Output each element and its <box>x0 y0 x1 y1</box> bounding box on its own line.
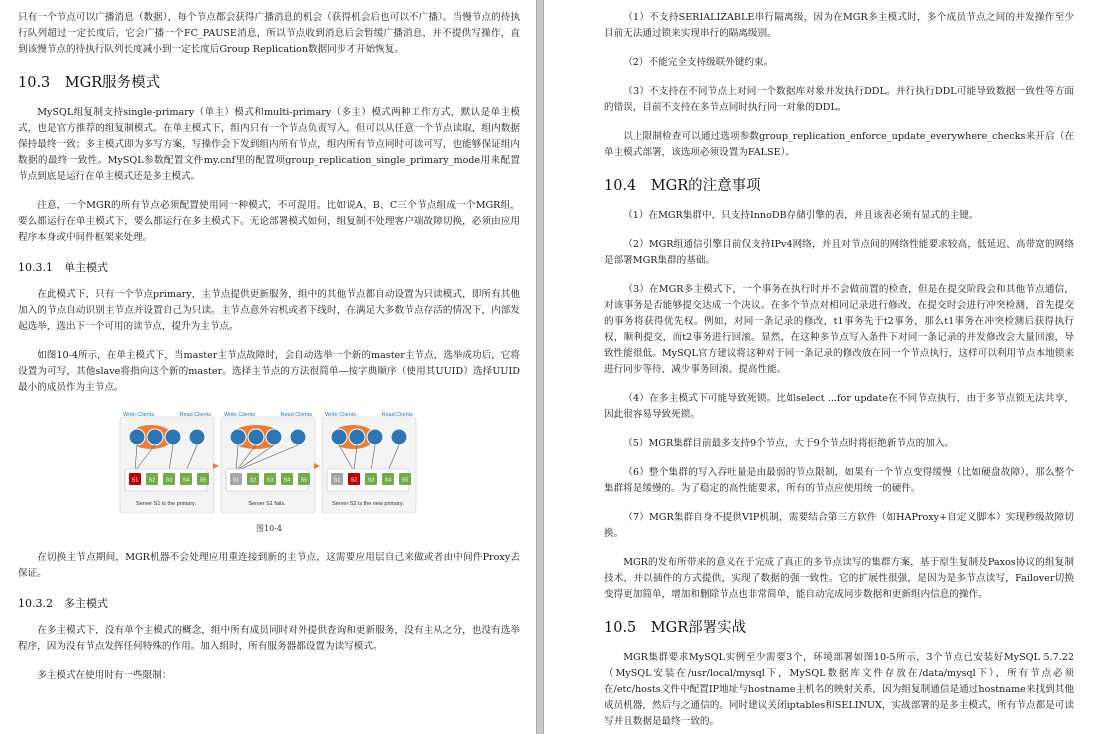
server-label: S5 <box>300 477 308 484</box>
server-label: S2 <box>350 477 358 484</box>
subsection-heading-10-3-2: 10.3.2 多主模式 <box>18 597 108 610</box>
stage-caption: Server S1 fails. <box>248 501 286 507</box>
client-node-icon <box>165 429 181 445</box>
right-page-content <box>604 10 1074 734</box>
left-page <box>0 0 536 734</box>
paragraph: MySQL组复制支持single-primary（单主）模式和multi-primary（多主）模式两种工作方式，默认是单主模式，也是官方推荐的组复制模式。在单主模式下，组内只有一个节点负责写入，但可以从任意一个节点读取，组内数据保持最终一致；多主模式即为多写方案，写操作会下发到组内所有节点，组内所有节点同时可读可写，也能够保证组内数据的最终一致性。MySQL参数配置文件my.cnf里的配置项group_replication_single_primary_mode用来配置节点到底是运行在单主模式还是多主模式。 <box>18 107 520 182</box>
paragraph: 多主模式在使用时有一些限制： <box>37 670 172 681</box>
server-label: S1 <box>232 477 240 484</box>
section-heading-10-3: 10.3 MGR服务模式 <box>18 75 161 91</box>
figure-10-4 <box>18 409 520 521</box>
section-heading-10-5: 10.5 MGR部署实战 <box>604 620 747 636</box>
write-clients-label: Write Clients <box>123 412 155 418</box>
client-node-icon <box>391 429 407 445</box>
paragraph: MGR的发布所带来的意义在于完成了真正的多节点读写的集群方案，基于原生复制及Paxos协议的组复制技术，并以插件的方式提供，实现了数据的强一致性。它的扩展性很强，是因为是多节点读写，Failover切换变得更加简单，增加和删除节点也非常简单，能自动完成同步数据和更新组内信息的操作。 <box>604 557 1074 600</box>
paragraph: 如图10-4所示，在单主模式下，当master主节点故障时，会自动选举一个新的master主节点，选举成功后，它将设置为可写，其他slave将指向这个新的master。选择主节点的方法很简单—按字典顺序（使用其UUID）选择UUID最小的成员作为主节点。 <box>18 350 520 393</box>
single-primary-failover-diagram <box>119 409 419 521</box>
server-label: S3 <box>165 477 173 484</box>
client-node-icon <box>331 429 347 445</box>
client-node-icon <box>230 429 246 445</box>
server-label: S2 <box>249 477 257 484</box>
section-heading-10-4: 10.4 MGR的注意事项 <box>604 178 761 194</box>
client-node-icon <box>129 429 145 445</box>
list-item: （2）不能完全支持级联外键约束。 <box>623 57 774 68</box>
server-label: S4 <box>182 477 190 484</box>
stage-arrow-icon <box>213 463 219 469</box>
server-label: S5 <box>199 477 207 484</box>
left-page-content <box>18 10 520 697</box>
stage-caption: Server S1 is the primary. <box>135 501 197 507</box>
server-label: S4 <box>283 477 291 484</box>
list-item: （3）不支持在不同节点上对同一个数据库对象并发执行DDL。并行执行DDL可能导致数据一致性等方面的错误，目前不支持在多节点同时执行同一对象的DDL。 <box>604 86 1074 113</box>
stage-arrow-icon <box>314 463 320 469</box>
list-item: （4）在多主模式下可能导致死锁。比如select ...for update在不同节点执行，由于多节点锁无法共享，因此很容易导致死锁。 <box>604 393 1074 420</box>
client-node-icon <box>248 429 264 445</box>
paragraph: 在多主模式下，没有单个主模式的概念，组中所有成员同时对外提供查询和更新服务，没有主从之分，也没有选举程序，因为没有节点发挥任何特殊的作用。加入组时，所有服务器都设置为读写模式。 <box>18 625 520 652</box>
server-label: S1 <box>131 477 139 484</box>
client-node-icon <box>147 429 163 445</box>
list-item: （2）MGR组通信引擎目前仅支持IPv4网络，并且对节点间的网络性能要求较高，低延迟、高带宽的网络是部署MGR集群的基础。 <box>604 239 1074 266</box>
paragraph: 注意，一个MGR的所有节点必须配置使用同一种模式，不可混用。比如说A、B、C三个节点组成一个MGR组，要么都运行在单主模式下，要么都运行在多主模式下。无论部署模式如何，组复制不处理客户端故障切换，必须由应用程序本身或中间件框架来处理。 <box>18 200 520 243</box>
list-item: （7）MGR集群自身不提供VIP机制，需要结合第三方软件（如HAProxy+自定义脚本）实现秒级故障切换。 <box>604 512 1074 539</box>
list-item: （1）在MGR集群中，只支持InnoDB存储引擎的表，并且该表必须有显式的主键。 <box>623 210 979 221</box>
server-label: S1 <box>333 477 341 484</box>
server-label: S4 <box>384 477 392 484</box>
write-clients-label: Write Clients <box>224 412 256 418</box>
list-item: （3）在MGR多主模式下，一个事务在执行时并不会做前置的检查，但是在提交阶段会和其他节点通信，对该事务是否能够提交达成一个决议。在多个节点对相同记录进行修改，在提交时会进行冲突检测，首先提交的事务将获得优先权。例如，对同一条记录的修改，t1事务先于t2事务，那么t1事务在冲突检测后获得执行权，顺利提交，而t2事务进行回滚。显然，在这种多节点写入条件下对同一条记录的并发修改会大量回滚，导致性能很低。MySQL官方建议将这种对于同一条记录的修改放在同一个节点执行，这样可以利用节点本地锁来进行同步等待、减少事务回滚、提高性能。 <box>604 284 1074 375</box>
list-item: （5）MGR集群目前最多支持9个节点，大于9个节点时将拒绝新节点的加入。 <box>623 438 955 449</box>
read-clients-label: Read Clients <box>381 412 413 418</box>
paragraph: 以上限制检查可以通过选项参数group_replication_enforce_update_everywhere_checks来开启（在单主模式部署，该选项必须设置为FALSE）。 <box>604 131 1074 158</box>
paragraph: 在切换主节点期间，MGR机器不会处理应用重连接到新的主节点，这需要应用层自己来做或者由中间件Proxy去保证。 <box>18 552 520 579</box>
page-divider <box>536 0 544 734</box>
write-clients-label: Write Clients <box>325 412 357 418</box>
paragraph: MGR集群要求MySQL实例至少需要3个，环境部署如图10-5所示，3个节点已安装好MySQL 5.7.22（MySQL安装在/usr/local/mysql下，MySQL数据库文件存放在/data/mysql下），所有节点必须在/etc/hosts文件中配置IP地址与hostname主机名的映射关系，因为组复制通信是通过hostname来找到其他成员机器，然后与之通信的。同时建议关闭iptables和SELINUX，实战部署的是多主模式，所有节点都是可读写并且数据是最终一致的。 <box>604 652 1074 727</box>
server-label: S3 <box>266 477 274 484</box>
client-node-icon <box>367 429 383 445</box>
right-page <box>544 0 1098 734</box>
client-node-icon <box>290 429 306 445</box>
client-node-icon <box>189 429 205 445</box>
subsection-heading-10-3-1: 10.3.1 单主模式 <box>18 261 108 274</box>
stage-caption: Server S2 is the new primary. <box>332 501 404 507</box>
paragraph: 在此模式下，只有一个节点primary，主节点提供更新服务，组中的其他节点都自动设置为只读模式，即所有其他加入的节点自动识别主节点并设置自己为只读。主节点意外宕机或者下线时，在满足大多数节点存活的情况下，内部发起选举，选出下一个可用的读节点，提升为主节点。 <box>18 289 520 332</box>
paragraph: 只有一个节点可以广播消息（数据），每个节点都会获得广播消息的机会（获得机会后也可以不广播）。当慢节点的待执行队列超过一定长度后，它会广播一个FC_PAUSE消息，所以节点收到消息后会暂缓广播消息，并不提供写操作，直到该慢节点的待执行队列长度减小到一定长度后Group Replication数据同步才开始恢复。 <box>18 12 520 55</box>
server-label: S5 <box>401 477 409 484</box>
client-node-icon <box>266 429 282 445</box>
server-label: S3 <box>367 477 375 484</box>
read-clients-label: Read Clients <box>280 412 312 418</box>
figure-caption: 图10-4 <box>256 524 282 533</box>
list-item: （1）不支持SERIALIZABLE串行隔离级，因为在MGR多主模式时，多个成员节点之间的并发操作至少目前无法通过锁来实现串行的隔离级别。 <box>604 12 1074 39</box>
server-label: S2 <box>148 477 156 484</box>
read-clients-label: Read Clients <box>179 412 211 418</box>
list-item: （6）整个集群的写入吞吐量是由最弱的节点限制，如果有一个节点变得缓慢（比如硬盘故障），那么整个集群将是缓慢的。为了稳定的高性能要求，所有的节点应使用统一的硬件。 <box>604 467 1074 494</box>
client-node-icon <box>349 429 365 445</box>
